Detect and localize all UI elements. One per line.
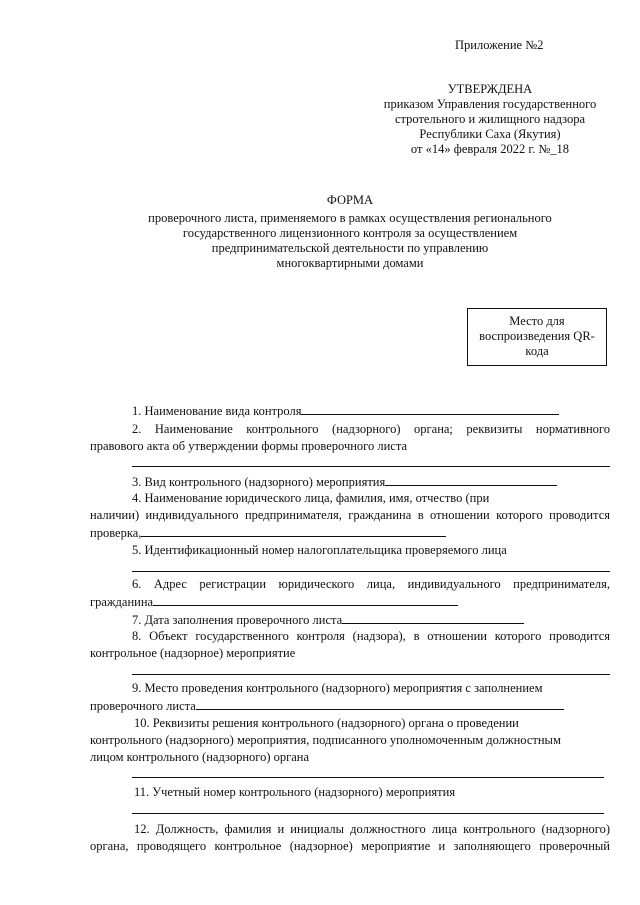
approval-block xyxy=(360,82,620,157)
item-6-label: гражданина xyxy=(90,595,154,609)
item-11-field[interactable] xyxy=(132,813,604,814)
subtitle-line: предпринимательской деятельности по управлению xyxy=(211,241,489,255)
item-2-line-2: правового акта об утверждении формы проверочного листа xyxy=(90,439,408,453)
item-9-field[interactable] xyxy=(196,698,564,710)
item-7-label: 7. Дата заполнения проверочного листа xyxy=(132,613,343,627)
item-10-line-1: 10. Реквизиты решения контрольного (надзорного) органа о проведении xyxy=(134,716,519,730)
item-9-line-2 xyxy=(90,698,564,714)
subtitle-line: многоквартирными домами xyxy=(276,256,424,270)
item-6-line-2 xyxy=(90,594,458,610)
item-3-field[interactable] xyxy=(385,474,557,486)
qr-text: Место для xyxy=(509,314,565,328)
approved-label: УТВЕРЖДЕНА xyxy=(447,82,533,96)
item-3-label: 3. Вид контрольного (надзорного) мероприятия xyxy=(132,475,386,489)
item-4-label: проверка, xyxy=(90,526,142,540)
form-subtitle xyxy=(80,211,620,271)
item-1-label: 1. Наименование вида контроля xyxy=(132,404,302,418)
item-1-field[interactable] xyxy=(301,403,559,415)
qr-text: кода xyxy=(525,344,549,358)
item-12-line-1: 12. Должность, фамилия и инициалы должностного лица контрольного (надзорного) xyxy=(134,822,610,836)
item-4-line-1: 4. Наименование юридического лица, фамилия, имя, отчество (при xyxy=(132,491,490,505)
item-4-line-3 xyxy=(90,525,446,541)
subtitle-line: проверочного листа, применяемого в рамках осуществления регионального xyxy=(148,211,552,225)
item-10-line-2: контрольного (надзорного) мероприятия, подписанного уполномоченным должностным xyxy=(90,733,561,747)
item-9-label: проверочного листа xyxy=(90,699,196,713)
item-10-field[interactable] xyxy=(132,777,604,778)
item-9-line-1: 9. Место проведения контрольного (надзорного) мероприятия с заполнением xyxy=(132,681,543,695)
item-11: 11. Учетный номер контрольного (надзорного) мероприятия xyxy=(134,785,456,799)
qr-text: воспроизведения QR- xyxy=(479,329,595,343)
qr-code-placeholder xyxy=(467,308,607,366)
item-6-field[interactable] xyxy=(153,594,458,606)
order-line: приказом Управления государственного xyxy=(383,97,597,111)
order-line: Республики Саха (Якутия) xyxy=(419,127,561,141)
item-4-field[interactable] xyxy=(141,525,446,537)
item-7-field[interactable] xyxy=(342,612,524,624)
item-10-line-3: лицом контрольного (надзорного) органа xyxy=(90,750,310,764)
item-8-field[interactable] xyxy=(132,674,610,675)
item-8-line-1: 8. Объект государственного контроля (надзора), в отношении которого проводится xyxy=(132,629,610,643)
item-2-field[interactable] xyxy=(132,466,610,467)
item-7 xyxy=(132,612,524,628)
item-4-line-2: наличии) индивидуального предпринимателя, гражданина в отношении которого проводится xyxy=(90,508,610,522)
item-3 xyxy=(132,474,557,490)
item-5: 5. Идентификационный номер налогоплательщика проверяемого лица xyxy=(132,543,507,557)
form-title: ФОРМА xyxy=(326,193,374,207)
appendix-label: Приложение №2 xyxy=(455,38,544,52)
order-line: от «14» февраля 2022 г. №_18 xyxy=(410,142,570,156)
item-8-line-2: контрольное (надзорное) мероприятие xyxy=(90,646,296,660)
item-5-field[interactable] xyxy=(132,571,610,572)
item-1 xyxy=(132,403,559,419)
subtitle-line: государственного лицензионного контроля за осуществлением xyxy=(182,226,518,240)
item-12-line-2: органа, проводящего контрольное (надзорное) мероприятие и заполняющего проверочный xyxy=(90,839,610,853)
order-line: стротельного и жилищного надзора xyxy=(394,112,586,126)
item-2-line-1: 2. Наименование контрольного (надзорного) органа; реквизиты нормативного xyxy=(132,422,610,436)
item-6-line-1: 6. Адрес регистрации юридического лица, индивидуального предпринимателя, xyxy=(132,577,610,591)
